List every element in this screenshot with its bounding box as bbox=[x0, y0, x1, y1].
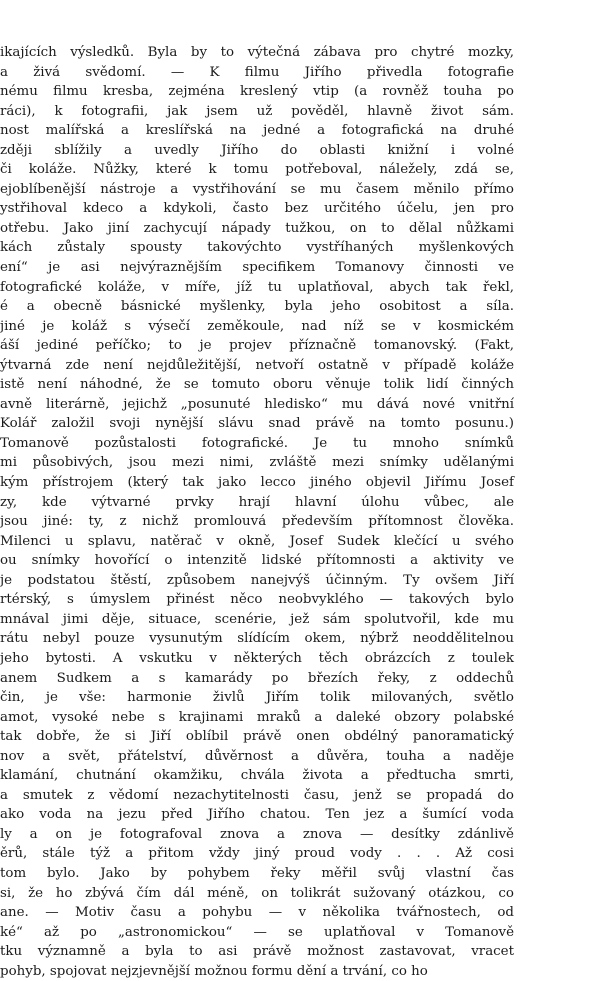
text-line: ké“ až po „astronomickou“ — se uplatňoval v Tomanově bbox=[0, 924, 514, 940]
text-line: Tomanově pozůstalosti fotografické. Je tu mnoho snímků bbox=[0, 435, 514, 451]
body-text bbox=[0, 43, 600, 981]
text-line: tom bylo. Jako by pohybem řeky měřil svůj vlastní čas bbox=[0, 865, 514, 881]
text-line: anem Sudkem a s kamarády po březích řeky, z oddechů bbox=[0, 670, 514, 686]
text-line: a smutek z vědomí nezachytitelnosti času, jenž se propadá do bbox=[0, 787, 514, 803]
text-line: Milenci u splavu, natěrač v okně, Josef Sudek klečící u svého bbox=[0, 533, 514, 549]
text-line: otřebu. Jako jiní zachycují nápady tužkou, on to dělal nůžkami bbox=[0, 220, 514, 236]
text-line: áší jediné peříčko; to je projev příznačně tomanovský. (Fakt, bbox=[0, 338, 514, 354]
text-line: kách zůstaly spousty takovýchto vystříhaných myšlenkových bbox=[0, 240, 514, 256]
text-line: avně literárně, jejichž „posunuté hledisko“ mu dává nové vnitřní bbox=[0, 396, 514, 412]
text-line: Kolář založil svoji nynější slávu snad právě na tomto posunu.) bbox=[0, 416, 514, 432]
text-line: tku významně a byla to asi právě možnost zastavovat, vracet bbox=[0, 944, 514, 960]
text-line: jsou jiné: ty, z nichž promlouvá především přítomnost člověka. bbox=[0, 514, 514, 530]
text-line: si, že ho zbývá čím dál méně, on tolikrát sužovaný otázkou, co bbox=[0, 885, 514, 901]
text-line: či koláže. Nůžky, které k tomu potřeboval, náležely, zdá se, bbox=[0, 162, 514, 178]
text-line: nov a svět, přátelství, důvěrnost a důvěra, touha a naděje bbox=[0, 748, 514, 764]
text-line: čin, je vše: harmonie živlů Jiřím tolik milovaných, světlo bbox=[0, 690, 514, 706]
text-line: ane. — Motiv času a pohybu — v několika tvářnostech, od bbox=[0, 905, 514, 921]
text-line: ikajících výsledků. Byla by to výtečná zábava pro chytré mozky, bbox=[0, 45, 514, 60]
text-line: ěrů, stále týž a přitom vždy jiný proud vody . . . Až cosi bbox=[0, 846, 514, 862]
text-line: a živá svědomí. — K filmu Jiřího přivedla fotografie bbox=[0, 64, 514, 80]
text-line: rátu nebyl pouze vysunutým slídícím okem, nýbrž neoddělitelnou bbox=[0, 631, 514, 647]
text-line: é a obecně básnické myšlenky, byla jeho osobitost a síla. bbox=[0, 299, 514, 315]
text-line: rtérský, s úmyslem přinést něco neobvyklého — takových bylo bbox=[0, 592, 514, 608]
text-line: ystřihoval kdeco a kdykoli, často bez určitého účelu, jen pro bbox=[0, 201, 514, 217]
text-line: klamání, chutnání okamžiku, chvála života a předtucha smrti, bbox=[0, 768, 514, 784]
text-line: je podstatou štěstí, způsobem nanejvýš účinným. Ty ovšem Jiří bbox=[0, 572, 514, 588]
text-line: ráci), k fotografii, jak jsem už pověděl, hlavně život sám. bbox=[0, 103, 514, 119]
text-line: jiné je koláž s výsečí zeměkoule, nad níž se v kosmickém bbox=[0, 318, 514, 334]
text-line: amot, vysoké nebe s krajinami mraků a daleké obzory polabské bbox=[0, 709, 514, 725]
text-line: zy, kde výtvarné prvky hrají hlavní úlohu vůbec, ale bbox=[0, 494, 514, 510]
text-line: nému filmu kresba, zejména kreslený vtip (a rovněž touha po bbox=[0, 84, 514, 100]
text-line: mi působivých, jsou mezi nimi, zvláště mezi snímky udělanými bbox=[0, 455, 514, 471]
text-line: ýtvarná zde není nejdůležitější, netvoří ostatně v případě koláže bbox=[0, 357, 514, 373]
text-line: jeho bytosti. A vskutku v některých těch obrázcích z toulek bbox=[0, 650, 514, 666]
text-line: fotografické koláže, v míře, jíž tu uplatňoval, abych tak řekl, bbox=[0, 279, 514, 295]
text-line: kým přístrojem (který tak jako lecco jiného objevil Jiřímu Josef bbox=[0, 475, 514, 491]
text-line: mnával jimi děje, situace, scenérie, jež sám spolutvořil, kde mu bbox=[0, 611, 514, 627]
text-line: zději sblížily a uvedly Jiřího do oblasti knižní i volné bbox=[0, 142, 514, 158]
text-line: tak dobře, že si Jiří oblíbil právě onen obdélný panoramatický bbox=[0, 729, 514, 745]
text-line: nost malířská a kreslířská na jedné a fotografická na druhé bbox=[0, 123, 514, 139]
text-line: ení“ je asi nejvýraznějším specifikem Tomanovy činnosti ve bbox=[0, 260, 514, 276]
text-line: ako voda na jezu před Jiřího chatou. Ten jez a šumící voda bbox=[0, 807, 514, 823]
text-line: ejoblíbenější nástroje a vystřihování se mu časem měnilo přímo bbox=[0, 181, 514, 197]
text-line: pohyb, spojovat nejzjevnější možnou formu dění a trvání, co ho bbox=[0, 963, 428, 979]
text-line: ou snímky hovořící o intenzitě lidské přítomnosti a aktivity ve bbox=[0, 553, 514, 569]
text-line: istě není náhodné, že se tomuto oboru věnuje tolik lidí činných bbox=[0, 377, 514, 393]
text-line: ly a on je fotografoval znova a znova — desítky zdánlivě bbox=[0, 826, 514, 842]
